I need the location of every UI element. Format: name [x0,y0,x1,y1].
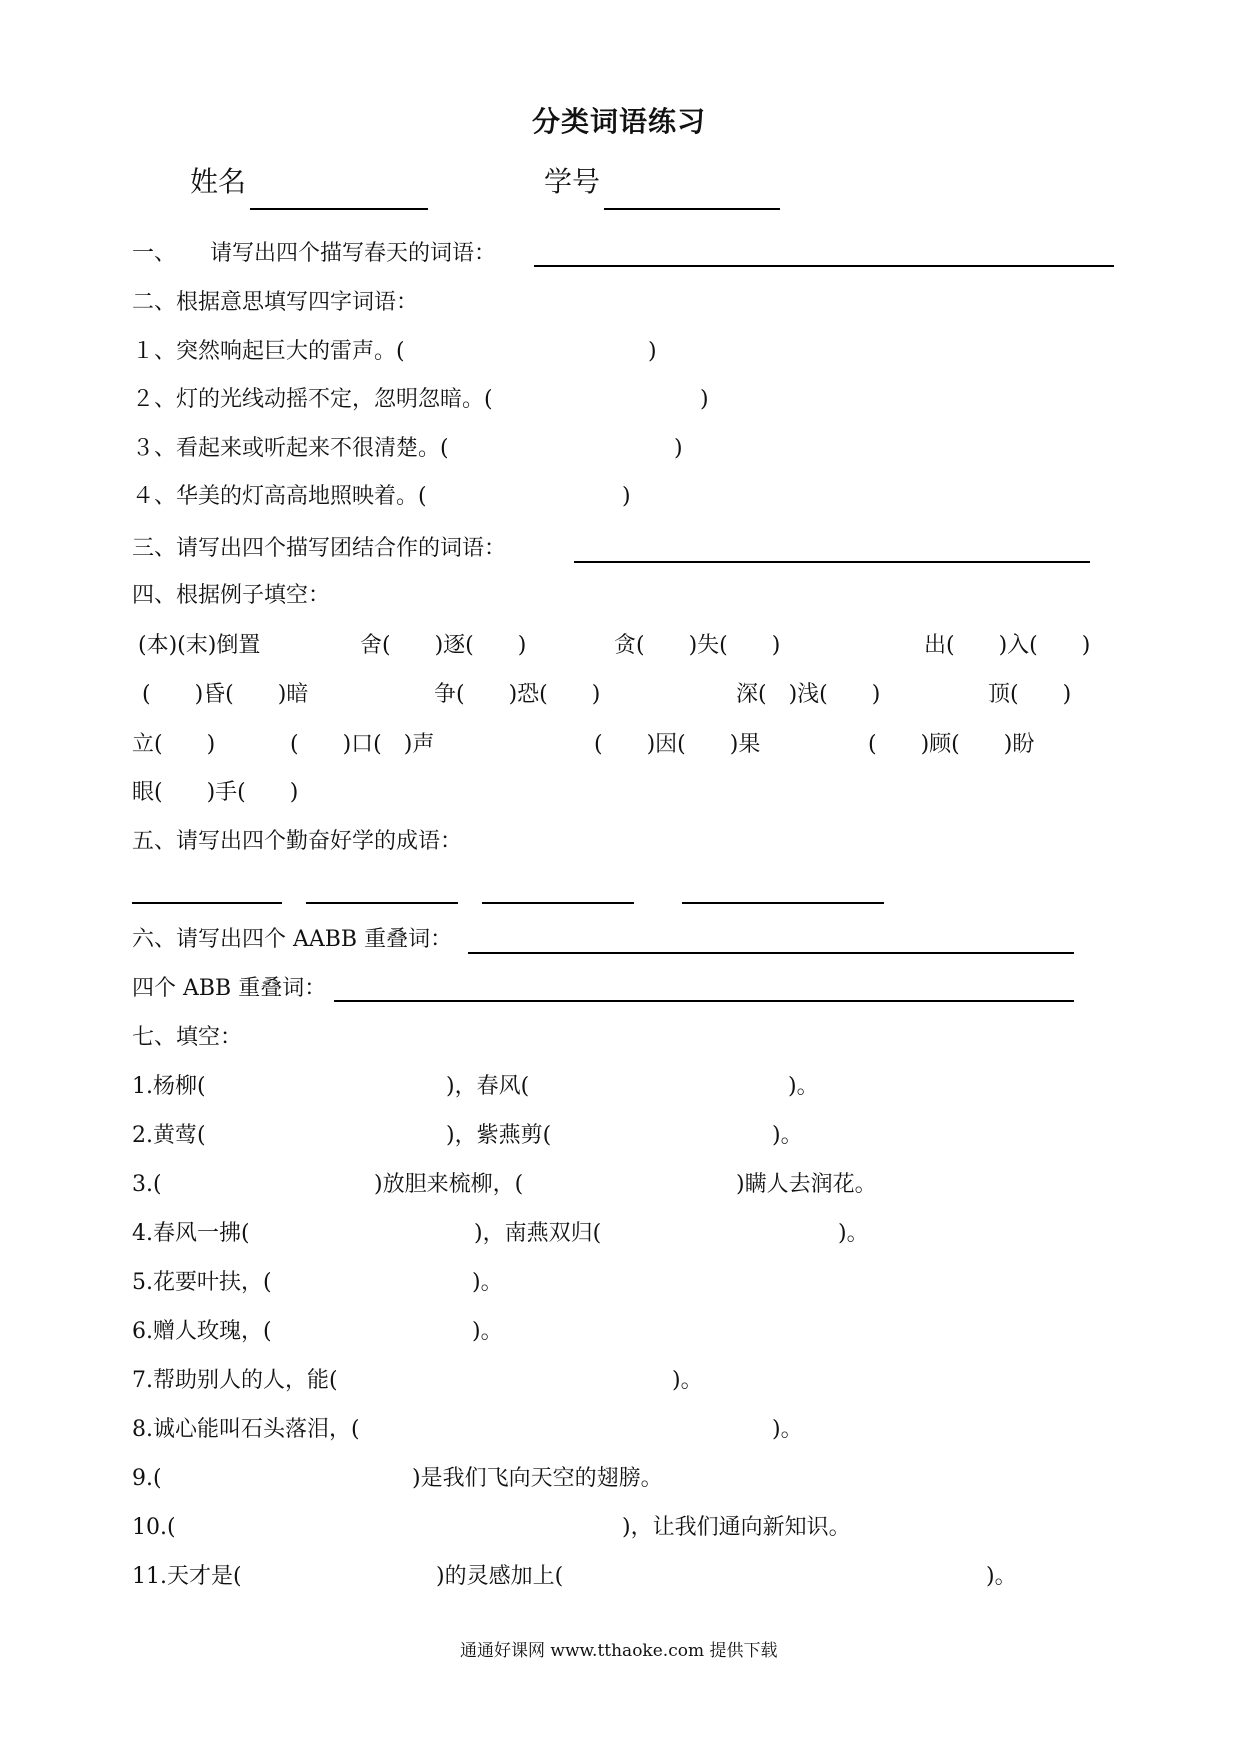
s7-item-8-a: 8.诚心能叫石头落泪，( [132,1417,360,1442]
section-1-answer-line[interactable] [534,265,1114,267]
name-field[interactable] [250,208,428,210]
s2-item-1-close: ) [648,339,657,364]
s7-item-11-c: )。 [986,1564,1017,1589]
s2-item-3: ３、看起来或听起来不很清楚。( [132,436,449,461]
section-6-abb: 四个 ABB 重叠词： [132,976,327,1001]
s2-item-3-close: ) [674,436,683,461]
s2-item-4: ４、华美的灯高高地照映着。( [132,484,427,509]
section-3-answer-line[interactable] [574,561,1090,563]
s7-item-8-b: )。 [772,1417,803,1442]
s4-r3-c4: ( )顾( )盼 [868,732,1035,757]
s6-aabb-answer-line[interactable] [468,952,1074,954]
s7-item-3-a: 3.( [132,1172,162,1197]
section-2-heading: 二、根据意思填写四字词语： [132,290,419,315]
s4-r2-c4: 顶( ) [988,682,1072,707]
s7-item-1-b: )，春风( [446,1074,530,1099]
s6-abb-answer-line[interactable] [334,1000,1074,1002]
page-title: 分类词语练习 [532,105,707,138]
s4-r1-c4: 出( )入( ) [924,633,1091,658]
number-field[interactable] [604,208,780,210]
s5-answer-line-1[interactable] [132,902,282,904]
s7-item-7-b: )。 [672,1368,703,1393]
s4-r1-c2: 舍( )逐( ) [360,633,527,658]
s5-answer-line-4[interactable] [682,902,884,904]
s4-r1-c1: (本)(末)倒置 [138,633,261,658]
s7-item-9-a: 9.( [132,1466,162,1491]
s7-item-10-a: 10.( [132,1515,176,1540]
s4-r2-c1: ( )昏( )暗 [142,682,309,707]
s7-item-7-a: 7.帮助别人的人，能( [132,1368,338,1393]
s7-item-11-a: 11.天才是( [132,1564,242,1589]
s4-r1-c3: 贪( )失( ) [614,633,781,658]
section-4-heading: 四、根据例子填空： [132,583,331,608]
s7-item-2-b: )，紫燕剪( [446,1123,552,1148]
s4-r2-c3: 深( )浅( ) [736,682,881,707]
s2-item-2-close: ) [700,387,709,412]
section-1-label: 一、 [132,241,177,266]
s7-item-1-c: )。 [788,1074,819,1099]
s7-item-9-b: )是我们飞向天空的翅膀。 [412,1466,663,1491]
s7-item-11-b: )的灵感加上( [436,1564,564,1589]
s7-item-3-b: )放胆来梳柳，( [374,1172,524,1197]
s7-item-4-b: )，南燕双归( [474,1221,602,1246]
footer-credit: 通通好课网 www.tthaoke.com 提供下载 [460,1641,778,1661]
s7-item-6-b: )。 [472,1319,503,1344]
section-7-heading: 七、填空： [132,1025,243,1050]
s7-item-4-a: 4.春风一拂( [132,1221,250,1246]
s2-item-4-close: ) [622,484,631,509]
s7-item-2-c: )。 [772,1123,803,1148]
s4-r3-c2: ( )口( )声 [290,732,435,757]
s7-item-5-b: )。 [472,1270,503,1295]
name-label: 姓名 [190,165,247,198]
s5-answer-line-3[interactable] [482,902,634,904]
s4-r2-c2: 争( )恐( ) [434,682,601,707]
s7-item-10-b: )，让我们通向新知识。 [622,1515,851,1540]
s2-item-2: ２、灯的光线动摇不定，忽明忽暗。( [132,387,493,412]
s5-answer-line-2[interactable] [306,902,458,904]
s7-item-4-c: )。 [838,1221,869,1246]
section-3-text: 三、请写出四个描写团结合作的词语： [132,536,507,561]
s7-item-5-a: 5.花要叶扶，( [132,1270,272,1295]
section-6-aabb: 六、请写出四个 AABB 重叠词： [132,927,453,952]
s7-item-1-a: 1.杨柳( [132,1074,206,1099]
section-5-heading: 五、请写出四个勤奋好学的成语： [132,829,463,854]
s7-item-6-a: 6.赠人玫瑰，( [132,1319,272,1344]
number-label: 学号 [544,165,601,198]
s4-r3-c1: 立( ) [132,732,216,757]
s4-r4-c1: 眼( )手( ) [132,780,299,805]
s4-r3-c3: ( )因( )果 [594,732,761,757]
s7-item-3-c: )瞒人去润花。 [736,1172,877,1197]
s2-item-1: １、突然响起巨大的雷声。( [132,339,405,364]
section-1-text: 请写出四个描写春天的词语： [210,241,497,266]
s7-item-2-a: 2.黄莺( [132,1123,206,1148]
